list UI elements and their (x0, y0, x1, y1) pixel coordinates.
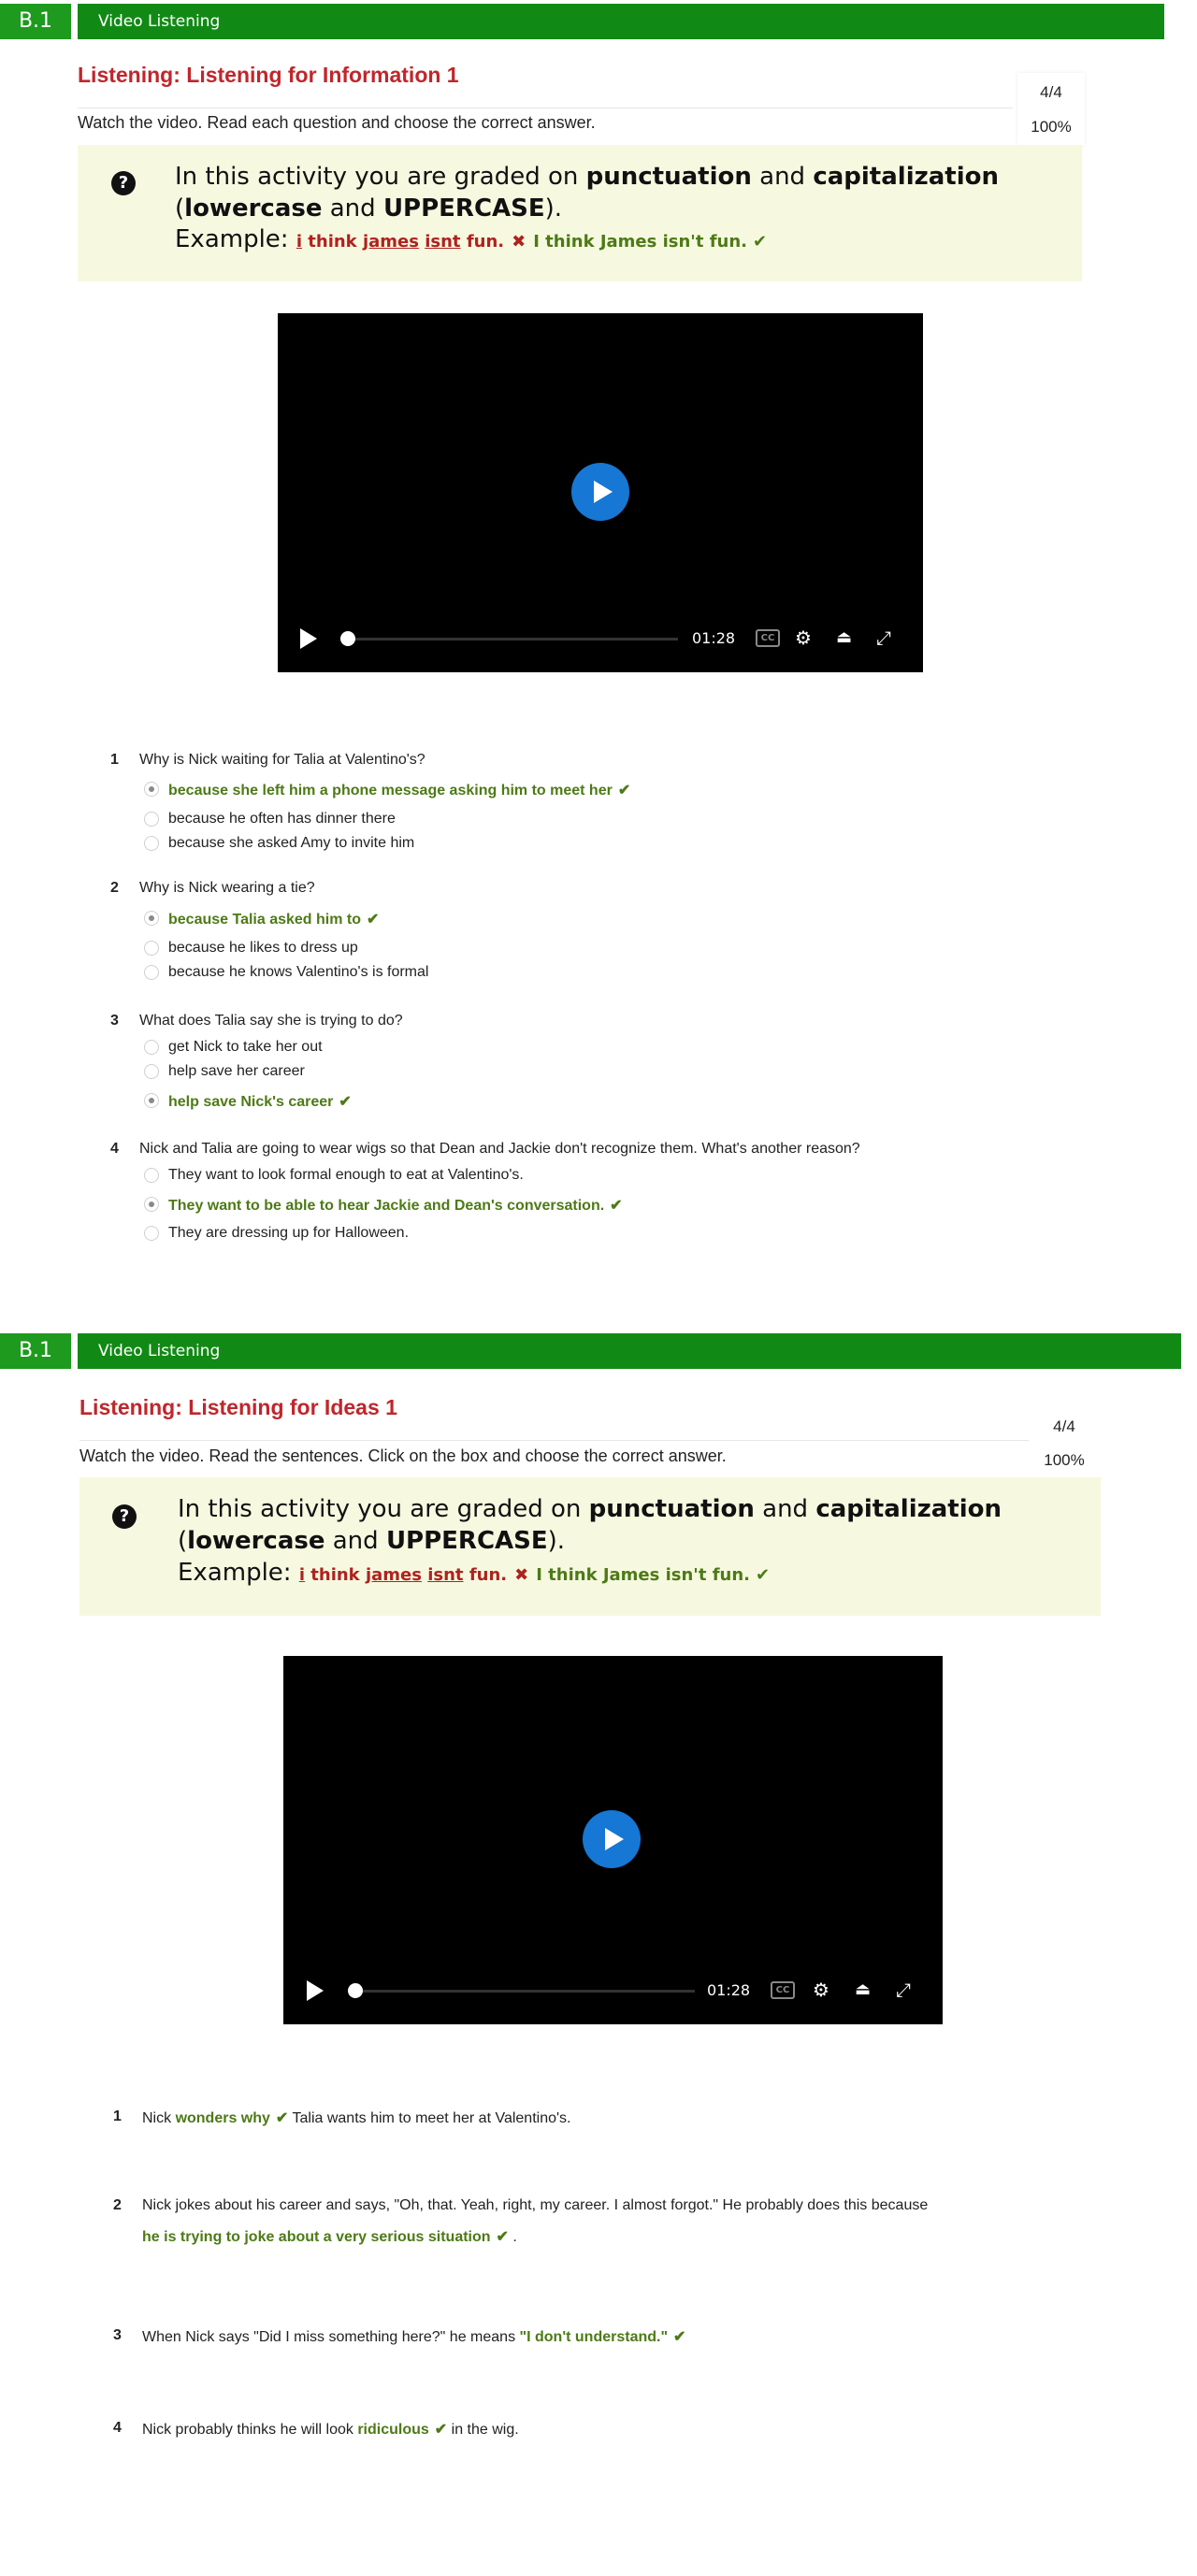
note-example: Example: i think james isnt fun. ✖ I think James isn't fun. ✔ (175, 225, 768, 253)
example-right: I think James isn't fun. (533, 232, 747, 252)
check-icon: ✔ (610, 1198, 623, 1214)
answer-radio[interactable] (144, 965, 159, 980)
note-line-1: In this activity you are graded on punctuation and capitalization (178, 1495, 1002, 1523)
check-icon: ✔ (339, 1094, 352, 1110)
sentence: Nick jokes about his career and says, "Oh, that. Yeah, right, my career. I almost forgot." He probably does this because (142, 2197, 929, 2213)
x-icon: ✖ (514, 1565, 529, 1585)
help-icon: ? (112, 1504, 137, 1529)
answer-option[interactable]: help save her career (168, 1063, 305, 1079)
grading-note (78, 145, 1082, 281)
sentence-number: 1 (113, 2108, 122, 2124)
note-example: Example: i think james isnt fun. ✖ I think James isn't fun. ✔ (178, 1559, 771, 1587)
answer-radio[interactable] (144, 1093, 159, 1108)
sentence-number: 2 (113, 2197, 122, 2213)
answer-radio[interactable] (144, 1226, 159, 1241)
example-wrong: i think james isnt fun. (296, 232, 505, 252)
check-icon: ✔ (434, 2422, 448, 2438)
answer-dropdown[interactable]: ridiculous (357, 2422, 429, 2438)
instructions: Watch the video. Read each question and choose the correct answer. (78, 113, 596, 132)
check-icon: ✔ (756, 1565, 771, 1585)
level-badge: B.1 (0, 4, 71, 39)
answer-option[interactable]: They want to be able to hear Jackie and Dean's conversation. ✔ (168, 1198, 623, 1214)
answer-radio[interactable] (144, 911, 159, 926)
section-header: Video Listening (78, 1333, 1181, 1369)
section-header: Video Listening (78, 4, 1164, 39)
captions-icon[interactable]: CC (756, 629, 780, 647)
question-text: What does Talia say she is trying to do? (139, 1013, 403, 1029)
progress-track[interactable] (353, 1990, 695, 1993)
question-number: 2 (110, 880, 119, 896)
captions-icon[interactable]: CC (771, 1981, 795, 1999)
sentence-continuation: he is trying to joke about a very serious situation ✔ . (142, 2229, 517, 2245)
video-player[interactable] (278, 313, 923, 672)
score-percent: 100% (1044, 1451, 1085, 1469)
example-right: I think James isn't fun. (536, 1565, 750, 1585)
level-badge: B.1 (0, 1333, 71, 1369)
answer-option[interactable]: because he likes to dress up (168, 940, 358, 956)
check-icon: ✔ (496, 2229, 509, 2245)
answer-radio[interactable] (144, 1197, 159, 1212)
score-percent: 100% (1031, 118, 1072, 136)
check-icon: ✔ (617, 783, 631, 799)
fullscreen-icon[interactable]: ⤢ (896, 1979, 911, 2001)
video-time: 01:28 (707, 1981, 751, 1999)
divider (79, 1440, 1029, 1441)
answer-option[interactable]: because he knows Valentino's is formal (168, 964, 429, 980)
note-line-2: (lowercase and UPPERCASE). (175, 194, 563, 223)
note-line-2: (lowercase and UPPERCASE). (178, 1527, 566, 1555)
note-line-1: In this activity you are graded on punctuation and capitalization (175, 163, 999, 191)
question-number: 4 (110, 1141, 119, 1157)
sentence-number: 3 (113, 2327, 122, 2343)
video-time: 01:28 (692, 629, 736, 647)
check-icon: ✔ (673, 2329, 686, 2345)
answer-radio[interactable] (144, 941, 159, 956)
answer-radio[interactable] (144, 836, 159, 851)
video-player[interactable] (283, 1656, 943, 2024)
answer-radio[interactable] (144, 812, 159, 827)
fullscreen-icon[interactable]: ⤢ (876, 626, 891, 649)
answer-option[interactable]: They are dressing up for Halloween. (168, 1225, 410, 1241)
sentence: Nick wonders why ✔ Talia wants him to meet her at Valentino's. (142, 2110, 571, 2126)
play-icon[interactable] (307, 1980, 324, 2001)
answer-option[interactable]: help save Nick's career ✔ (168, 1094, 352, 1110)
activity-title: Listening: Listening for Information 1 (78, 63, 459, 87)
answer-option[interactable]: because Talia asked him to ✔ (168, 912, 380, 928)
sentence: When Nick says "Did I miss something here?" he means "I don't understand." ✔ (142, 2329, 686, 2345)
answer-option[interactable]: get Nick to take her out (168, 1039, 323, 1055)
activity-title: Listening: Listening for Ideas 1 (79, 1395, 397, 1419)
question-number: 1 (110, 752, 119, 768)
grading-note (79, 1477, 1101, 1616)
question-text: Why is Nick wearing a tie? (139, 880, 315, 896)
question-text: Why is Nick waiting for Talia at Valentino's? (139, 752, 425, 768)
play-icon[interactable] (300, 628, 317, 649)
play-button-large[interactable] (571, 463, 629, 521)
answer-dropdown[interactable]: "I don't understand." (519, 2329, 669, 2345)
progress-track[interactable] (346, 638, 678, 640)
answer-dropdown[interactable]: he is trying to joke about a very serious situation (142, 2229, 491, 2245)
sentence-number: 4 (113, 2420, 122, 2436)
answer-radio[interactable] (144, 1064, 159, 1079)
settings-icon[interactable]: ⚙ (813, 1979, 829, 2001)
play-button-large[interactable] (583, 1810, 641, 1868)
answer-radio[interactable] (144, 1040, 159, 1055)
answer-option[interactable]: because he often has dinner there (168, 811, 396, 827)
example-wrong: i think james isnt fun. (298, 1565, 508, 1585)
answer-radio[interactable] (144, 782, 159, 797)
settings-icon[interactable]: ⚙ (795, 626, 812, 649)
answer-dropdown[interactable]: wonders why (175, 2110, 270, 2126)
score-fraction: 4/4 (1040, 83, 1062, 101)
check-icon: ✔ (367, 912, 380, 928)
question-number: 3 (110, 1013, 119, 1029)
airplay-icon[interactable]: ⏏ (836, 627, 853, 647)
help-icon: ? (111, 171, 136, 195)
answer-option[interactable]: They want to look formal enough to eat at Valentino's. (168, 1167, 524, 1183)
question-text: Nick and Talia are going to wear wigs so that Dean and Jackie don't recognize them. What's another reason? (139, 1141, 860, 1157)
answer-option[interactable]: because she asked Amy to invite him (168, 835, 415, 851)
answer-option[interactable]: because she left him a phone message asking him to meet her ✔ (168, 783, 631, 799)
check-icon: ✔ (275, 2110, 289, 2126)
activity-section-2 (0, 1328, 1197, 2576)
check-icon: ✔ (753, 232, 768, 252)
answer-radio[interactable] (144, 1168, 159, 1183)
progress-knob[interactable] (340, 631, 355, 646)
x-icon: ✖ (512, 232, 526, 252)
instructions: Watch the video. Read the sentences. Click on the box and choose the correct answer. (79, 1446, 727, 1465)
sentence: Nick probably thinks he will look ridiculous ✔ in the wig. (142, 2422, 519, 2438)
score-fraction: 4/4 (1053, 1418, 1075, 1435)
airplay-icon[interactable]: ⏏ (855, 1979, 872, 1999)
progress-knob[interactable] (348, 1983, 363, 1998)
